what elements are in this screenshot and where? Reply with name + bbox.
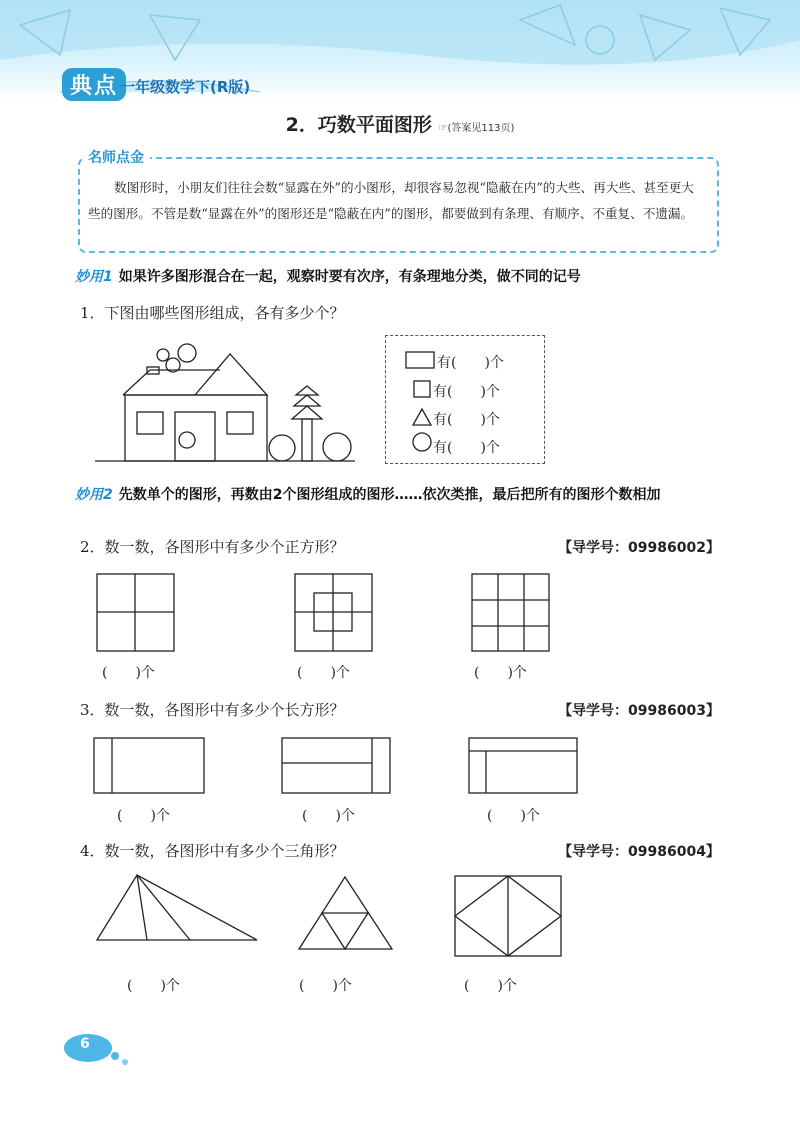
tip-text: 数图形时，小朋友们往往会数“显露在外”的小图形，却很容易忽视“隐蔽在内”的大些、再大些、甚至更大些的图形。不管是数“显露在外”的图形还是“隐蔽在内”的图形，都要做到有条理、有顺序、不重复、不遗漏。: [88, 180, 694, 221]
title-text: 2．巧数平面图形: [285, 114, 432, 136]
grade-label: 一年级数学下(R版): [120, 78, 251, 96]
circle-icon: [413, 433, 431, 451]
triangles-figures: [95, 872, 570, 962]
method-1: [75, 266, 735, 289]
square-icon: [414, 381, 430, 397]
q3-blank-1[interactable]: ( )个: [117, 808, 170, 824]
method-1-text: 如果许多图形混合在一起，观察时要有次序，有条理地分类，做不同的记号: [118, 269, 581, 285]
q3-blank-2[interactable]: ( )个: [302, 808, 355, 824]
q3-blank-3[interactable]: ( )个: [487, 808, 540, 824]
question-2: 2．数一数，各图形中有多少个正方形？: [80, 538, 345, 556]
question-2-ref: 【导学号：09986002】: [558, 540, 720, 556]
answer-reference: ☞(答案见113页): [438, 123, 515, 134]
legend-square-blank[interactable]: 有( )个: [433, 384, 500, 400]
method-2-text: 先数单个的图形，再数由2个图形组成的图形……依次类推，最后把所有的图形个数相加: [118, 487, 661, 503]
page-title: [0, 110, 800, 137]
triangle-icon: [413, 409, 431, 425]
legend-triangle-blank[interactable]: 有( )个: [433, 412, 500, 428]
house-figure: [95, 340, 365, 465]
method-1-tag: 妙用1: [75, 269, 113, 285]
method-2: [75, 484, 735, 507]
q4-blank-1[interactable]: ( )个: [127, 978, 180, 994]
brand-logo: 典点: [62, 68, 126, 101]
page-number-badge: [60, 1030, 140, 1070]
tip-tag: 名师点金: [82, 147, 150, 167]
method-2-tag: 妙用2: [75, 487, 113, 503]
legend-rectangle-blank[interactable]: 有( )个: [437, 355, 504, 371]
legend-circle-blank[interactable]: 有( )个: [433, 440, 500, 456]
q4-blank-3[interactable]: ( )个: [464, 978, 517, 994]
question-3-ref: 【导学号：09986003】: [558, 703, 720, 719]
question-3: 3．数一数，各图形中有多少个长方形？: [80, 701, 345, 719]
question-1: 1．下图由哪些图形组成，各有多少个？: [80, 304, 345, 322]
q4-blank-2[interactable]: ( )个: [299, 978, 352, 994]
question-4-ref: 【导学号：09986004】: [558, 844, 720, 860]
q2-blank-1[interactable]: ( )个: [102, 665, 155, 681]
q2-blank-3[interactable]: ( )个: [474, 665, 527, 681]
rectangle-icon: [406, 352, 434, 368]
rectangles-figures: [92, 736, 582, 796]
q2-blank-2[interactable]: ( )个: [297, 665, 350, 681]
question-4: 4．数一数，各图形中有多少个三角形？: [80, 842, 345, 860]
page-number: 6: [80, 1036, 90, 1052]
squares-figures: [95, 572, 565, 654]
